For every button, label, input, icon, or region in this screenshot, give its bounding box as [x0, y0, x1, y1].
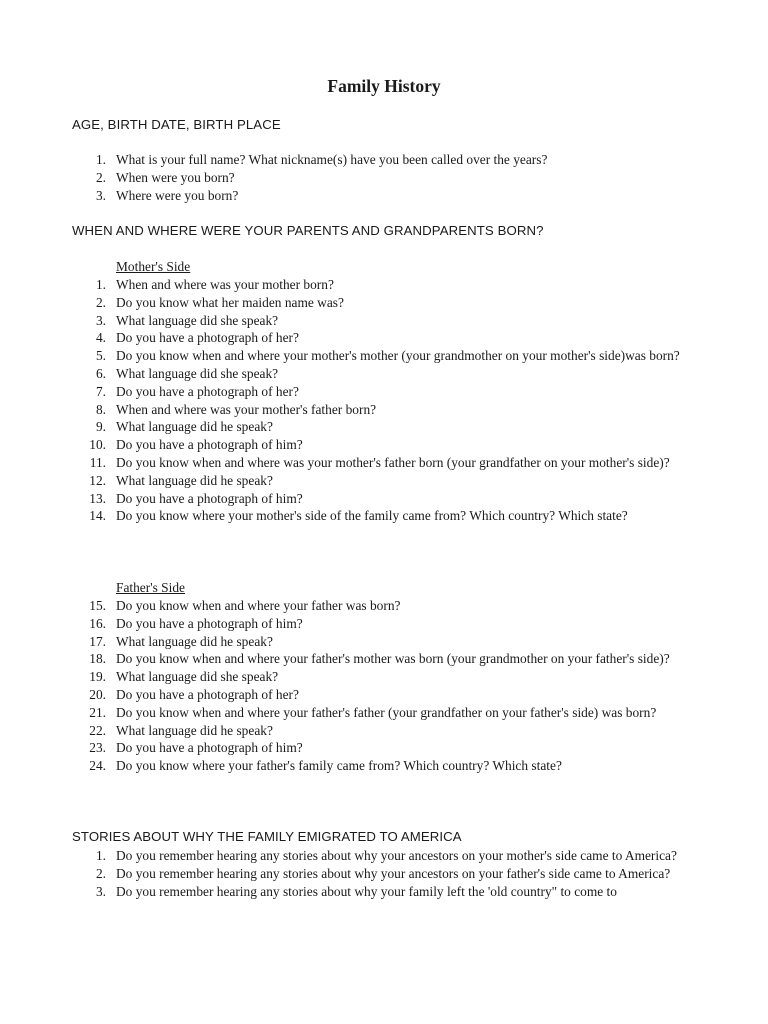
list-item: [0, 169, 768, 187]
item-text: Where were you born?: [116, 187, 239, 203]
list-item: [0, 187, 768, 205]
item-text: What language did he speak?: [116, 722, 273, 738]
item-text: Do you have a photograph of her?: [116, 330, 299, 346]
item-text: Do you have a photograph of him?: [116, 615, 303, 631]
item-number: 14.: [89, 508, 106, 524]
item-number: 3.: [95, 883, 106, 899]
item-number: 1.: [95, 277, 106, 292]
item-number: 19.: [89, 669, 106, 685]
item-number: 3.: [95, 187, 106, 203]
item-text: What language did she speak?: [116, 312, 279, 328]
section-heading-parents-grandparents: WHEN AND WHERE WERE YOUR PARENTS AND GRANDPARENTS BORN?: [72, 223, 544, 238]
item-number: 3.: [95, 312, 106, 328]
section3-list: [0, 847, 768, 900]
list-item: [0, 472, 768, 490]
list-item: [0, 436, 768, 454]
list-item: [0, 383, 768, 401]
item-text: Do you have a photograph of him?: [116, 490, 303, 506]
list-item: [0, 668, 768, 686]
list-item: [0, 490, 768, 508]
item-number: 9.: [95, 419, 106, 435]
item-text: Do you have a photograph of her?: [116, 383, 299, 399]
list-item: [0, 633, 768, 651]
item-number: 1.: [95, 152, 106, 167]
item-number: 6.: [95, 365, 106, 381]
item-number: 5.: [95, 348, 106, 364]
item-number: 11.: [89, 454, 106, 470]
item-number: 2.: [95, 294, 106, 310]
item-number: 12.: [89, 472, 106, 488]
item-text: What is your full name? What nickname(s) have you been called over the years?: [116, 152, 548, 167]
list-item: [0, 865, 768, 883]
subheading-fathers-side: Father's Side: [116, 580, 185, 595]
item-text: Do you know what her maiden name was?: [116, 294, 344, 310]
item-text: Do you know when and where was your mother's father born (your grandfather on your mother's side)?: [116, 454, 670, 470]
item-text: Do you know when and where your mother's mother (your grandmother on your mother's side)was born?: [116, 348, 680, 364]
item-text: Do you have a photograph of him?: [116, 740, 303, 756]
item-text: What language did she speak?: [116, 365, 279, 381]
item-number: 16.: [89, 615, 106, 631]
list-item: [0, 454, 768, 472]
item-text: When and where was your mother born?: [116, 277, 334, 292]
item-number: 8.: [95, 401, 106, 417]
item-number: 17.: [89, 633, 106, 649]
list-item: [0, 847, 768, 865]
list-item: [0, 650, 768, 668]
list-item: [0, 151, 768, 169]
item-number: 2.: [95, 865, 106, 881]
list-item: [0, 507, 768, 525]
item-number: 1.: [95, 848, 106, 863]
list-item: [0, 722, 768, 740]
item-number: 13.: [89, 490, 106, 506]
item-number: 10.: [89, 437, 106, 453]
list-item: [0, 704, 768, 722]
list-item: [0, 347, 768, 365]
list-item: [0, 757, 768, 775]
list-item: [0, 615, 768, 633]
item-number: 23.: [89, 740, 106, 756]
item-text: Do you know when and where your father's mother was born (your grandmother on your father's side)?: [116, 651, 670, 667]
item-text: Do you have a photograph of her?: [116, 686, 299, 702]
item-text: What language did she speak?: [116, 669, 279, 685]
list-item: [0, 739, 768, 757]
item-text: When were you born?: [116, 169, 235, 185]
item-number: 15.: [89, 598, 106, 613]
item-text: Do you remember hearing any stories about why your family left the 'old country" to come to: [116, 883, 617, 899]
item-number: 21.: [89, 704, 106, 720]
item-number: 18.: [89, 651, 106, 667]
mothers-side-list: [0, 276, 768, 525]
fathers-side-list: [0, 597, 768, 775]
item-text: Do you know where your father's family came from? Which country? Which state?: [116, 758, 562, 774]
section1-list: [0, 151, 768, 204]
list-item: [0, 686, 768, 704]
item-text: What language did he speak?: [116, 633, 273, 649]
section-heading-emigration-stories: STORIES ABOUT WHY THE FAMILY EMIGRATED TO AMERICA: [72, 829, 462, 844]
item-text: When and where was your mother's father born?: [116, 401, 377, 417]
page-title: Family History: [327, 76, 441, 96]
section-heading-age-birth: AGE, BIRTH DATE, BIRTH PLACE: [72, 117, 281, 132]
item-number: 4.: [95, 330, 106, 346]
list-item: [0, 276, 768, 294]
item-text: Do you remember hearing any stories about why your ancestors on your mother's side came to America?: [116, 848, 677, 863]
item-number: 20.: [89, 686, 106, 702]
list-item: [0, 597, 768, 615]
list-item: [0, 883, 768, 901]
item-text: Do you remember hearing any stories about why your ancestors on your father's side came to America?: [116, 865, 671, 881]
list-item: [0, 329, 768, 347]
item-text: Do you have a photograph of him?: [116, 437, 303, 453]
list-item: [0, 365, 768, 383]
item-text: Do you know when and where your father's father (your grandfather on your father's side) was born?: [116, 704, 657, 720]
subheading-mothers-side: Mother's Side: [116, 259, 191, 274]
list-item: [0, 418, 768, 436]
list-item: [0, 401, 768, 419]
item-text: Do you know where your mother's side of the family came from? Which country? Which state?: [116, 508, 628, 524]
item-number: 22.: [89, 722, 106, 738]
item-number: 7.: [95, 383, 106, 399]
item-number: 24.: [89, 758, 106, 774]
item-number: 2.: [95, 169, 106, 185]
list-item: [0, 312, 768, 330]
item-text: What language did he speak?: [116, 419, 273, 435]
item-text: What language did he speak?: [116, 472, 273, 488]
item-text: Do you know when and where your father was born?: [116, 598, 401, 613]
list-item: [0, 294, 768, 312]
